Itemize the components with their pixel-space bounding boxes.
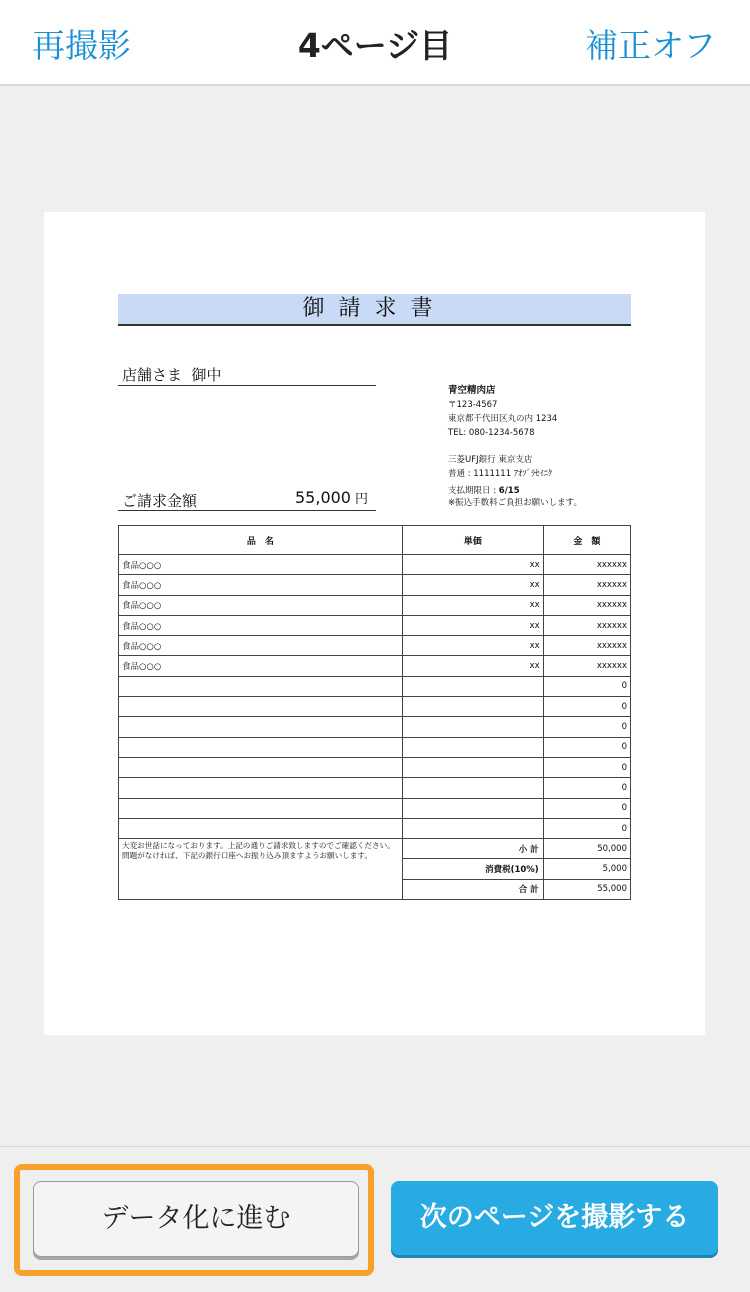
table-row [119, 717, 631, 737]
invoice-recipient: 店舗さま 御中 [118, 364, 376, 386]
table-row [119, 778, 631, 798]
table-row [119, 697, 631, 717]
unit-price-cell [402, 818, 543, 838]
items-table [118, 525, 631, 900]
unit-price-cell: xx [402, 656, 543, 676]
unit-price-cell [402, 697, 543, 717]
issuer-bank: 三菱UFJ銀行 東京支店 [448, 455, 533, 465]
tax-value: 5,000 [543, 859, 630, 879]
capture-next-page-button[interactable]: 次のページを撮影する [391, 1181, 718, 1255]
table-row [119, 737, 631, 757]
table-row [119, 555, 631, 575]
item-name-cell: 食品○○○ [119, 575, 403, 595]
billing-total [118, 490, 376, 511]
unit-price-cell [402, 757, 543, 777]
amount-cell: 0 [543, 818, 630, 838]
amount-cell: xxxxxx [543, 656, 630, 676]
item-name-cell: 食品○○○ [119, 555, 403, 575]
due-date-label: 支払期限日 : [448, 486, 499, 496]
billing-total-label: ご請求金額 [122, 492, 198, 510]
amount-cell: 0 [543, 798, 630, 818]
issuer-info [448, 384, 582, 508]
item-name-cell [119, 778, 403, 798]
retake-button[interactable]: 再撮影 [32, 26, 131, 65]
summary-row [119, 839, 631, 859]
header-unit-price: 単価 [402, 526, 543, 555]
issuer-account: 普通 : 1111111 ｱｵｿﾞﾗｾｲﾆｸ [448, 469, 553, 479]
table-row [119, 818, 631, 838]
amount-cell: xxxxxx [543, 615, 630, 635]
subtotal-value: 50,000 [543, 839, 630, 859]
unit-price-cell: xx [402, 575, 543, 595]
invoice-title: 御請求書 [118, 294, 631, 326]
item-name-cell: 食品○○○ [119, 595, 403, 615]
footer-divider [0, 1146, 750, 1147]
table-row [119, 636, 631, 656]
item-name-cell [119, 737, 403, 757]
table-row [119, 595, 631, 615]
item-name-cell: 食品○○○ [119, 636, 403, 656]
item-name-cell [119, 697, 403, 717]
unit-price-cell: xx [402, 595, 543, 615]
table-row [119, 757, 631, 777]
table-row [119, 656, 631, 676]
grand-total-label: 合 計 [402, 879, 543, 899]
due-date-value: 6/15 [498, 486, 520, 496]
issuer-tel: TEL: 080-1234-5678 [448, 428, 535, 438]
unit-price-cell [402, 778, 543, 798]
top-bar [0, 0, 750, 86]
issuer-postal: 〒123-4567 [448, 400, 498, 410]
amount-cell: xxxxxx [543, 636, 630, 656]
item-name-cell [119, 757, 403, 777]
amount-cell: 0 [543, 778, 630, 798]
item-name-cell: 食品○○○ [119, 615, 403, 635]
table-header-row [119, 526, 631, 555]
unit-price-cell: xx [402, 615, 543, 635]
amount-cell: 0 [543, 697, 630, 717]
table-row [119, 676, 631, 696]
table-row [119, 798, 631, 818]
correction-off-button[interactable]: 補正オフ [584, 26, 716, 65]
amount-cell: 0 [543, 676, 630, 696]
item-name-cell: 食品○○○ [119, 656, 403, 676]
amount-cell: xxxxxx [543, 595, 630, 615]
billing-total-unit: 円 [354, 492, 368, 507]
unit-price-cell [402, 737, 543, 757]
unit-price-cell: xx [402, 555, 543, 575]
proceed-to-data-button[interactable]: データ化に進む [33, 1181, 359, 1257]
unit-price-cell [402, 798, 543, 818]
scanned-document [44, 212, 705, 1035]
issuer-address: 東京都千代田区丸の内 1234 [448, 414, 558, 424]
grand-total-value: 55,000 [543, 879, 630, 899]
remarks: 大変お世話になっております。上記の通りご請求致しますのでご確認ください。 問題がなければ、下記の銀行口座へお振り込み頂ますようお願いします。 [119, 839, 403, 900]
table-row [119, 615, 631, 635]
item-name-cell [119, 717, 403, 737]
item-name-cell [119, 818, 403, 838]
due-date-line [448, 484, 582, 498]
unit-price-cell [402, 717, 543, 737]
item-name-cell [119, 676, 403, 696]
header-item-name: 品 名 [119, 526, 403, 555]
header-amount: 金 額 [543, 526, 630, 555]
billing-total-value: 55,000 [295, 488, 351, 507]
amount-cell: xxxxxx [543, 555, 630, 575]
fee-note: ※振込手数料ご負担お願いします。 [448, 498, 582, 508]
unit-price-cell [402, 676, 543, 696]
subtotal-label: 小 計 [402, 839, 543, 859]
amount-cell: 0 [543, 737, 630, 757]
amount-cell: xxxxxx [543, 575, 630, 595]
item-name-cell [119, 798, 403, 818]
tax-label: 消費税(10%) [402, 859, 543, 879]
issuer-name: 青空精肉店 [448, 385, 496, 396]
amount-cell: 0 [543, 757, 630, 777]
table-row [119, 575, 631, 595]
page-title: 4ページ目 [297, 26, 453, 65]
amount-cell: 0 [543, 717, 630, 737]
unit-price-cell: xx [402, 636, 543, 656]
